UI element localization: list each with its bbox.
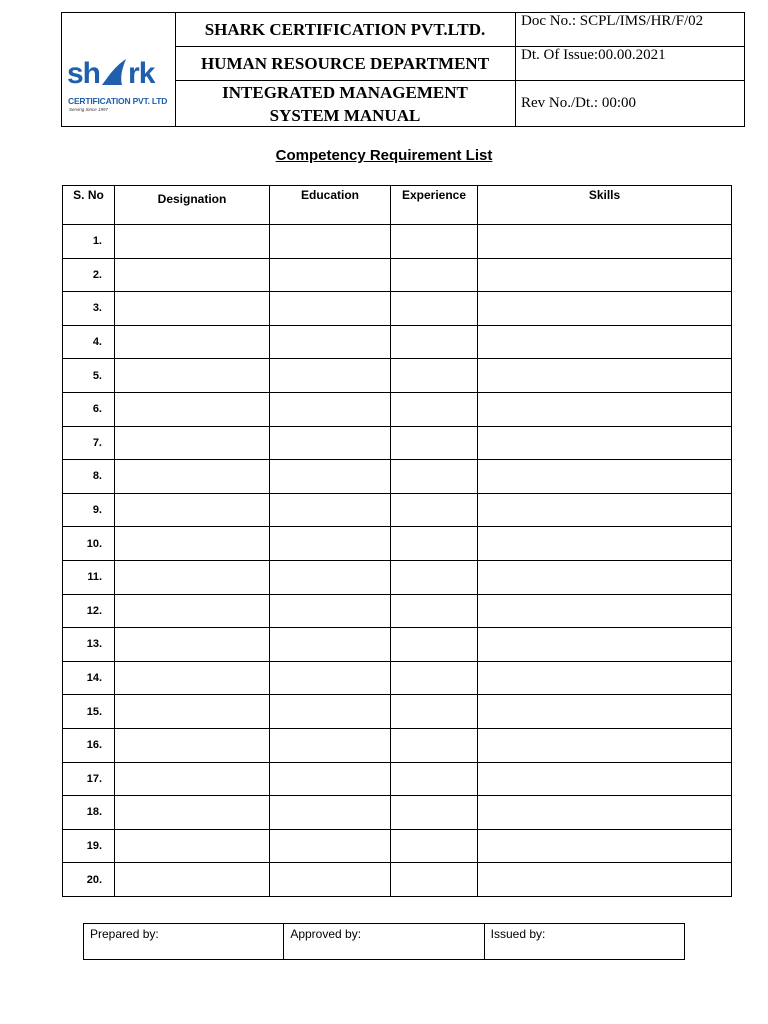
education-cell[interactable] [270, 695, 391, 729]
row-number: 18. [63, 796, 115, 830]
approved-by-field[interactable]: Approved by: [284, 924, 484, 960]
company-logo [67, 57, 171, 117]
table-row [63, 359, 732, 393]
skills-cell[interactable] [478, 628, 732, 662]
experience-cell[interactable] [391, 258, 478, 292]
row-number: 3. [63, 292, 115, 326]
experience-cell[interactable] [391, 594, 478, 628]
row-number: 20. [63, 863, 115, 897]
experience-cell[interactable] [391, 628, 478, 662]
row-number: 10. [63, 527, 115, 561]
table-row [63, 560, 732, 594]
experience-cell[interactable] [391, 695, 478, 729]
skills-cell[interactable] [478, 863, 732, 897]
table-row [63, 628, 732, 662]
designation-cell[interactable] [115, 762, 270, 796]
education-cell[interactable] [270, 661, 391, 695]
skills-cell[interactable] [478, 292, 732, 326]
skills-cell[interactable] [478, 225, 732, 259]
table-row [63, 292, 732, 326]
experience-cell[interactable] [391, 560, 478, 594]
skills-cell[interactable] [478, 359, 732, 393]
shark-fin-icon [100, 59, 128, 85]
skills-cell[interactable] [478, 426, 732, 460]
designation-cell[interactable] [115, 426, 270, 460]
col-sno: S. No [63, 186, 115, 225]
col-experience: Experience [391, 186, 478, 225]
row-number: 6. [63, 392, 115, 426]
designation-cell[interactable] [115, 359, 270, 393]
row-number: 12. [63, 594, 115, 628]
experience-cell[interactable] [391, 527, 478, 561]
row-number: 15. [63, 695, 115, 729]
designation-cell[interactable] [115, 594, 270, 628]
experience-cell[interactable] [391, 292, 478, 326]
row-number: 9. [63, 493, 115, 527]
education-cell[interactable] [270, 527, 391, 561]
education-cell[interactable] [270, 325, 391, 359]
education-cell[interactable] [270, 460, 391, 494]
skills-cell[interactable] [478, 493, 732, 527]
education-cell[interactable] [270, 796, 391, 830]
table-row [63, 258, 732, 292]
skills-cell[interactable] [478, 325, 732, 359]
row-number: 4. [63, 325, 115, 359]
experience-cell[interactable] [391, 493, 478, 527]
revision: Rev No./Dt.: 00:00 [521, 95, 636, 111]
table-header-row [63, 186, 732, 225]
prepared-by-field[interactable]: Prepared by: [84, 924, 284, 960]
skills-cell[interactable] [478, 392, 732, 426]
table-row [63, 796, 732, 830]
table-row [63, 728, 732, 762]
education-cell[interactable] [270, 225, 391, 259]
experience-cell[interactable] [391, 225, 478, 259]
col-skills: Skills [478, 186, 732, 225]
education-cell[interactable] [270, 258, 391, 292]
row-number: 8. [63, 460, 115, 494]
skills-cell[interactable] [478, 661, 732, 695]
skills-cell[interactable] [478, 258, 732, 292]
education-cell[interactable] [270, 628, 391, 662]
designation-cell[interactable] [115, 225, 270, 259]
row-number: 7. [63, 426, 115, 460]
experience-cell[interactable] [391, 661, 478, 695]
experience-cell[interactable] [391, 863, 478, 897]
header-meta-column [515, 13, 744, 126]
table-row [63, 527, 732, 561]
issued-by-field[interactable]: Issued by: [484, 924, 684, 960]
education-cell[interactable] [270, 426, 391, 460]
experience-cell[interactable] [391, 762, 478, 796]
designation-cell[interactable] [115, 796, 270, 830]
experience-cell[interactable] [391, 325, 478, 359]
education-cell[interactable] [270, 762, 391, 796]
experience-cell[interactable] [391, 728, 478, 762]
doc-number: Doc No.: SCPL/IMS/HR/F/02 [521, 13, 704, 29]
skills-cell[interactable] [478, 460, 732, 494]
skills-cell[interactable] [478, 796, 732, 830]
logo-wordmark: sh rk [67, 57, 155, 90]
designation-cell[interactable] [115, 325, 270, 359]
table-row [63, 460, 732, 494]
date-of-issue: Dt. Of Issue:00.00.2021 [521, 47, 666, 63]
table-row [63, 392, 732, 426]
skills-cell[interactable] [478, 728, 732, 762]
experience-cell[interactable] [391, 359, 478, 393]
experience-cell[interactable] [391, 392, 478, 426]
education-cell[interactable] [270, 359, 391, 393]
designation-cell[interactable] [115, 258, 270, 292]
table-row [63, 863, 732, 897]
col-education: Education [270, 186, 391, 225]
table-row [63, 426, 732, 460]
signoff-table [83, 923, 685, 960]
designation-cell[interactable] [115, 460, 270, 494]
logo-tagline: Serving Since 1997 [69, 107, 109, 112]
experience-cell[interactable] [391, 426, 478, 460]
designation-cell[interactable] [115, 560, 270, 594]
designation-cell[interactable] [115, 527, 270, 561]
header-title-column [175, 13, 516, 126]
skills-cell[interactable] [478, 695, 732, 729]
page-title: Competency Requirement List [275, 147, 493, 164]
row-number: 1. [63, 225, 115, 259]
department-name: HUMAN RESOURCE DEPARTMENT [200, 53, 490, 73]
row-number: 14. [63, 661, 115, 695]
skills-cell[interactable] [478, 594, 732, 628]
table-row [63, 493, 732, 527]
table-row [63, 225, 732, 259]
table-row [63, 695, 732, 729]
skills-cell[interactable] [478, 560, 732, 594]
skills-cell[interactable] [478, 762, 732, 796]
education-cell[interactable] [270, 560, 391, 594]
experience-cell[interactable] [391, 829, 478, 863]
row-number: 5. [63, 359, 115, 393]
designation-cell[interactable] [115, 392, 270, 426]
table-row [63, 594, 732, 628]
col-designation: Designation [115, 186, 270, 225]
row-number: 17. [63, 762, 115, 796]
manual-name: INTEGRATED MANAGEMENT SYSTEM MANUAL [222, 82, 468, 125]
experience-cell[interactable] [391, 460, 478, 494]
education-cell[interactable] [270, 728, 391, 762]
logo-cell [62, 13, 176, 126]
designation-cell[interactable] [115, 628, 270, 662]
education-cell[interactable] [270, 392, 391, 426]
education-cell[interactable] [270, 863, 391, 897]
education-cell[interactable] [270, 594, 391, 628]
logo-subtitle: CERTIFICATION PVT. LTD [68, 96, 168, 106]
row-number: 16. [63, 728, 115, 762]
table-row [63, 661, 732, 695]
table-row [63, 325, 732, 359]
experience-cell[interactable] [391, 796, 478, 830]
row-number: 19. [63, 829, 115, 863]
row-number: 11. [63, 560, 115, 594]
skills-cell[interactable] [478, 829, 732, 863]
competency-table [62, 185, 732, 897]
designation-cell[interactable] [115, 661, 270, 695]
row-number: 13. [63, 628, 115, 662]
designation-cell[interactable] [115, 493, 270, 527]
table-row [63, 762, 732, 796]
table-row [63, 829, 732, 863]
education-cell[interactable] [270, 493, 391, 527]
designation-cell[interactable] [115, 863, 270, 897]
designation-cell[interactable] [115, 695, 270, 729]
designation-cell[interactable] [115, 728, 270, 762]
company-name: SHARK CERTIFICATION PVT.LTD. [204, 19, 486, 39]
document-header [61, 12, 745, 127]
education-cell[interactable] [270, 292, 391, 326]
skills-cell[interactable] [478, 527, 732, 561]
row-number: 2. [63, 258, 115, 292]
education-cell[interactable] [270, 829, 391, 863]
designation-cell[interactable] [115, 829, 270, 863]
designation-cell[interactable] [115, 292, 270, 326]
